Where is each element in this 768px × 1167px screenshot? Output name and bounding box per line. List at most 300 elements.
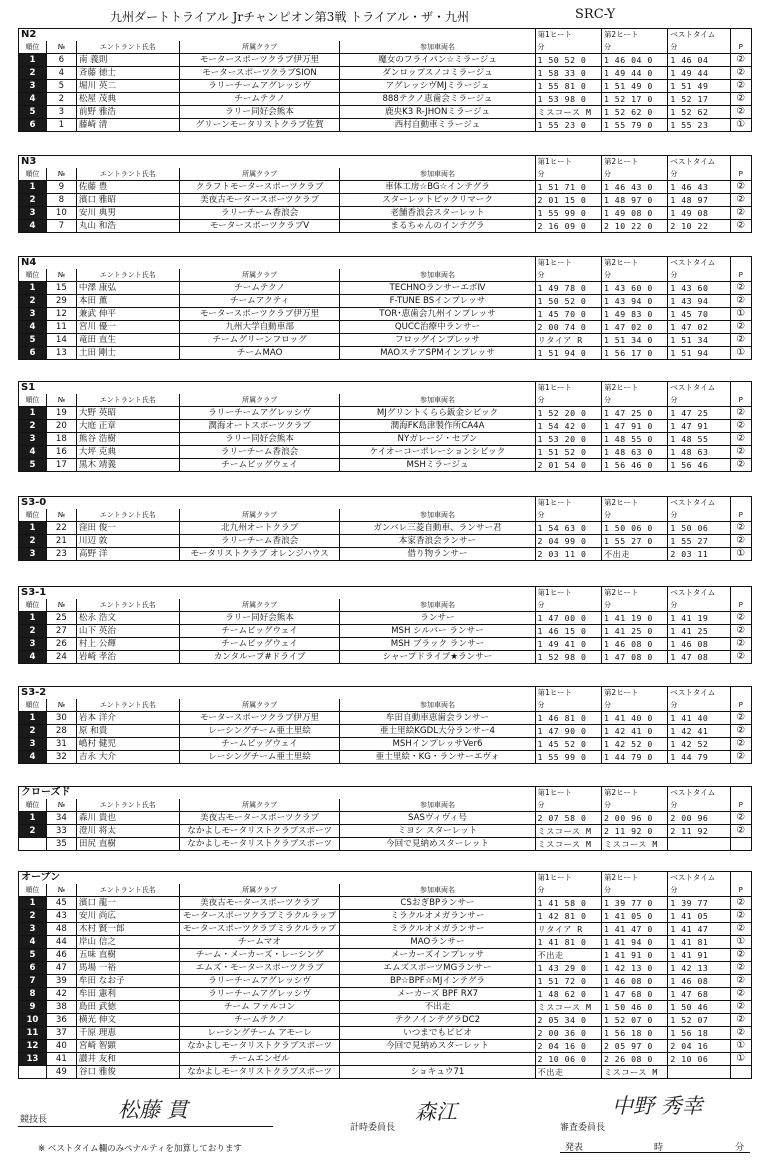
rank-cell: 5	[19, 949, 47, 962]
best-cell: 1 50 46	[668, 1001, 730, 1014]
mark-header	[730, 382, 751, 395]
heat1-cell: 1 51 72 0	[535, 975, 601, 988]
driver-header: エントラント氏名	[76, 599, 179, 612]
best-heat-mark: ①	[730, 1040, 752, 1053]
car-header: 参加車両名	[340, 509, 535, 522]
min-sec-header: 分	[535, 509, 601, 522]
class-block	[18, 256, 752, 360]
club-cell: 九州大学自動車部	[179, 321, 340, 334]
heat1-cell: 1 45 52 0	[535, 738, 601, 751]
heat2-cell: 1 47 91 0	[601, 420, 667, 433]
no-cell: 48	[46, 923, 76, 936]
best-heat-mark: ②	[730, 897, 752, 910]
car-cell: ミヨシ スターレット	[340, 825, 535, 838]
best-cell: 1 48 63	[668, 446, 730, 459]
p-header: P	[730, 269, 751, 282]
club-cell: レーシングチーム亜土里絵	[179, 751, 340, 764]
driver-cell: 宮崎 智顕	[76, 1040, 179, 1053]
best-cell: 1 41 40	[668, 712, 730, 725]
heat2-cell: 1 46 08 0	[601, 975, 667, 988]
heat1-cell: 1 46 15 0	[535, 625, 601, 638]
driver-cell: 川辺 敦	[76, 535, 179, 548]
best-heat-mark: ②	[730, 738, 752, 751]
best-cell: 1 46 08	[668, 638, 730, 651]
class-name: S3-2	[19, 687, 536, 700]
driver-header: エントラント氏名	[76, 269, 179, 282]
club-cell: チーム・メーカーズ・レーシング	[179, 949, 340, 962]
results-table	[18, 496, 752, 561]
club-header: 所属クラブ	[179, 269, 340, 282]
best-cell: 1 56 46	[668, 459, 730, 472]
driver-cell: 大野 英昭	[76, 407, 179, 420]
club-cell: なかよしモータリストクラブスポーツ	[179, 825, 340, 838]
best-cell	[668, 838, 730, 851]
class-name: S1	[19, 382, 536, 395]
rank-cell: 9	[19, 1001, 47, 1014]
no-cell: 1	[46, 119, 76, 132]
best-cell: 1 55 23	[668, 119, 730, 132]
src-code: SRC-Y	[575, 7, 616, 22]
min-sec-header: 分	[601, 269, 667, 282]
heat1-header: 第1ヒート	[535, 29, 601, 42]
rank-cell	[19, 838, 47, 851]
club-cell: チームテクノ	[179, 1014, 340, 1027]
page-title: 九州ダートトライアル Jrチャンピオン第3戦 トライアル・ザ・九州	[110, 10, 470, 24]
best-cell: 1 42 41	[668, 725, 730, 738]
heat2-header: 第2ヒート	[601, 257, 667, 270]
car-header: 参加車両名	[340, 41, 535, 54]
table-row	[19, 738, 752, 751]
best-heat-mark: ②	[730, 535, 752, 548]
p-header: P	[730, 599, 752, 612]
no-header: №	[46, 269, 76, 282]
heat2-cell: 1 41 25 0	[601, 625, 667, 638]
driver-cell: 千原 理恵	[76, 1027, 179, 1040]
best-cell: 1 43 94	[668, 295, 730, 308]
car-header: 参加車両名	[340, 599, 535, 612]
no-header: №	[46, 799, 76, 812]
car-cell: ケイオーコーポレーションシビック	[340, 446, 535, 459]
heat2-cell: 1 46 04 0	[601, 54, 667, 67]
p-header: P	[730, 799, 752, 812]
best-heat-mark: ②	[730, 194, 751, 207]
car-cell: 亜土里絵・KG・ランサーエヴォ	[340, 751, 535, 764]
best-cell: 1 47 25	[668, 407, 730, 420]
rank-cell: 4	[19, 321, 47, 334]
rank-cell: 2	[19, 625, 47, 638]
heat1-cell: 1 54 42 0	[535, 420, 601, 433]
club-cell: 美夜古モータースポーツクラブ	[179, 812, 340, 825]
heat2-cell: 1 44 79 0	[601, 751, 667, 764]
best-heat-mark: ②	[730, 93, 751, 106]
car-header: 参加車両名	[340, 699, 535, 712]
best-heat-mark: ②	[730, 282, 751, 295]
table-row	[19, 936, 752, 949]
car-cell: ミラクルオメガランサー	[340, 923, 535, 936]
rank-cell: 3	[19, 738, 47, 751]
best-heat-mark: ②	[730, 321, 751, 334]
no-cell: 16	[46, 446, 76, 459]
best-cell	[668, 1066, 730, 1079]
table-row	[19, 459, 752, 472]
car-cell: MAOランサー	[340, 936, 535, 949]
class-block	[18, 586, 752, 664]
rank-cell: 6	[19, 347, 47, 360]
club-cell: チーム ファルコン	[179, 1001, 340, 1014]
rank-cell: 2	[19, 535, 47, 548]
heat1-header: 第1ヒート	[535, 687, 601, 700]
driver-cell: 丸山 和浩	[76, 220, 179, 233]
heat2-cell: 1 47 02 0	[601, 321, 667, 334]
best-heat-mark: ②	[730, 725, 752, 738]
no-cell: 43	[46, 910, 76, 923]
class-block	[18, 155, 752, 233]
car-cell: 牟田自動車恵歯会ランサー	[340, 712, 535, 725]
heat2-cell: 1 47 08 0	[601, 651, 667, 664]
class-block	[18, 496, 752, 561]
driver-cell: 山下 英治	[76, 625, 179, 638]
no-cell: 26	[46, 638, 76, 651]
club-cell: チームMAO	[179, 347, 340, 360]
rank-cell: 13	[19, 1053, 47, 1066]
rank-cell: 3	[19, 207, 47, 220]
heat2-cell: 1 55 27 0	[601, 535, 667, 548]
car-cell: MAOステアSPMインプレッサ	[340, 347, 535, 360]
min-sec-header: 分	[668, 699, 730, 712]
car-cell: QUCC治療中ランサー	[340, 321, 535, 334]
best-cell: 1 41 47	[668, 923, 730, 936]
best-heat-mark: ②	[730, 975, 752, 988]
heat1-cell: 2 00 36 0	[535, 1027, 601, 1040]
heat1-cell: 1 51 71 0	[535, 181, 601, 194]
best-cell: 1 52 62	[668, 106, 730, 119]
club-cell: 潤海オートスポーツクラブ	[179, 420, 340, 433]
rank-cell: 4	[19, 93, 47, 106]
heat2-header: 第2ヒート	[601, 687, 667, 700]
best-cell: 1 47 68	[668, 988, 730, 1001]
best-heat-mark: ①	[730, 308, 751, 321]
best-cell: 2 00 96	[668, 812, 730, 825]
mark-header	[730, 787, 752, 800]
table-row	[19, 712, 752, 725]
no-cell: 4	[46, 67, 76, 80]
driver-cell: 大庭 正章	[76, 420, 179, 433]
table-row	[19, 612, 752, 625]
club-cell: ラリーチームアグレッシヴ	[179, 988, 340, 1001]
car-cell: 老舗香浪会スターレット	[340, 207, 535, 220]
class-name: N4	[19, 257, 536, 270]
heat2-cell: 1 41 47 0	[601, 923, 667, 936]
heat1-cell: 不出走	[535, 1066, 601, 1079]
best-heat-mark	[730, 1066, 752, 1079]
club-cell: エムズ・モータースポーツクラブ	[179, 962, 340, 975]
heat1-cell: 2 05 34 0	[535, 1014, 601, 1027]
no-cell: 29	[46, 295, 76, 308]
driver-cell: 森川 貴也	[76, 812, 179, 825]
club-cell: モータリストクラブ オレンジハウス	[179, 548, 340, 561]
judge-label: 競技長	[20, 1115, 48, 1125]
driver-cell: 牟田 憲利	[76, 988, 179, 1001]
heat1-cell: 1 58 33 0	[535, 67, 601, 80]
heat2-cell: 2 00 96 0	[601, 812, 667, 825]
heat1-cell: ミスコース M	[535, 1001, 601, 1014]
car-cell: MJグリントくらら鈑金シビック	[340, 407, 535, 420]
driver-cell: 土田 剛士	[76, 347, 179, 360]
rank-header: 順位	[19, 394, 47, 407]
best-heat-mark: ②	[730, 433, 751, 446]
car-cell: ショキュウ71	[340, 1066, 535, 1079]
club-cell: なかよしモータリストクラブスポーツ	[179, 1066, 340, 1079]
club-header: 所属クラブ	[179, 394, 340, 407]
table-row	[19, 1001, 752, 1014]
driver-cell: 村上 公輝	[76, 638, 179, 651]
no-cell: 27	[46, 625, 76, 638]
club-header: 所属クラブ	[179, 168, 340, 181]
table-row	[19, 975, 752, 988]
rank-cell: 8	[19, 988, 47, 1001]
car-cell: MSHインプレッサVer6	[340, 738, 535, 751]
rank-cell: 4	[19, 751, 47, 764]
heat2-header: 第2ヒート	[601, 587, 667, 600]
table-row	[19, 522, 752, 535]
best-header: ベストタイム	[668, 29, 730, 42]
review-signature: 中野 秀幸	[612, 1094, 703, 1118]
footer	[0, 1094, 768, 1167]
class-block	[18, 786, 752, 851]
club-cell: チームテクノ	[179, 282, 340, 295]
car-cell: 本家香浪会ランサー	[340, 535, 535, 548]
rank-cell: 1	[19, 897, 47, 910]
heat2-cell: 2 05 97 0	[601, 1040, 667, 1053]
car-cell: 今回で見納めスターレット	[340, 838, 535, 851]
best-cell: 1 41 91	[668, 949, 730, 962]
class-block	[18, 871, 752, 1079]
heat1-cell: 1 41 58 0	[535, 897, 601, 910]
driver-cell: 嶋村 健児	[76, 738, 179, 751]
heat1-cell: 1 50 52 0	[535, 54, 601, 67]
best-heat-mark: ②	[730, 207, 751, 220]
table-row	[19, 910, 752, 923]
rank-header: 順位	[19, 799, 47, 812]
heat2-cell: 1 42 41 0	[601, 725, 667, 738]
club-cell: レーシングチーム アモーレ	[179, 1027, 340, 1040]
club-cell: チームビッグウェイ	[179, 625, 340, 638]
best-heat-mark: ②	[730, 923, 752, 936]
no-cell: 21	[46, 535, 76, 548]
best-heat-mark: ②	[730, 295, 751, 308]
heat1-cell: 1 46 81 0	[535, 712, 601, 725]
heat1-cell: 1 49 78 0	[535, 282, 601, 295]
best-cell: 1 47 91	[668, 420, 730, 433]
driver-cell: 南 義則	[76, 54, 179, 67]
best-cell: 2 03 11	[668, 548, 730, 561]
table-row	[19, 106, 752, 119]
driver-cell: 吉永 大介	[76, 751, 179, 764]
heat2-cell: 1 39 77 0	[601, 897, 667, 910]
no-header: №	[46, 599, 76, 612]
heat2-header: 第2ヒート	[601, 787, 667, 800]
heat1-cell: 1 41 81 0	[535, 936, 601, 949]
table-row	[19, 67, 752, 80]
driver-cell: 宮川 優一	[76, 321, 179, 334]
heat2-cell: 1 47 25 0	[601, 407, 667, 420]
best-heat-mark: ②	[730, 625, 752, 638]
rank-cell: 3	[19, 548, 47, 561]
table-row	[19, 321, 752, 334]
no-header: №	[46, 509, 76, 522]
min-sec-header: 分	[535, 599, 601, 612]
car-cell: BP☆BPF☆MJインテグラ	[340, 975, 535, 988]
car-cell: ミラクルオメガランサー	[340, 910, 535, 923]
heat1-cell: 2 16 09 0	[535, 220, 601, 233]
best-heat-mark: ②	[730, 1027, 752, 1040]
best-cell: 1 51 34	[668, 334, 730, 347]
heat1-cell: ミスコース M	[535, 106, 601, 119]
heat2-cell: 1 52 62 0	[601, 106, 667, 119]
rank-header: 順位	[19, 884, 47, 897]
results-table	[18, 28, 752, 132]
rank-cell	[19, 1066, 47, 1079]
best-cell: 1 48 55	[668, 433, 730, 446]
no-cell: 49	[46, 1066, 76, 1079]
club-cell: チームアクティ	[179, 295, 340, 308]
no-cell: 17	[46, 459, 76, 472]
best-header: ベストタイム	[668, 587, 730, 600]
no-header: №	[46, 168, 76, 181]
mark-header	[730, 29, 751, 42]
car-cell: F-TUNE BSインプレッサ	[340, 295, 535, 308]
best-cell: 2 10 06	[668, 1053, 730, 1066]
best-cell: 1 39 77	[668, 897, 730, 910]
min-sec-header: 分	[668, 799, 730, 812]
driver-cell: 安川 尚広	[76, 910, 179, 923]
table-row	[19, 282, 752, 295]
heat2-cell: 1 48 55 0	[601, 433, 667, 446]
min-sec-header: 分	[668, 884, 730, 897]
heat2-cell: 1 41 40 0	[601, 712, 667, 725]
best-heat-mark: ②	[730, 54, 751, 67]
table-row	[19, 1040, 752, 1053]
heat2-cell: 1 56 18 0	[601, 1027, 667, 1040]
driver-header: エントラント氏名	[76, 168, 179, 181]
driver-cell: 岩本 洋介	[76, 712, 179, 725]
rank-cell: 5	[19, 334, 47, 347]
min-sec-header: 分	[668, 168, 730, 181]
results-table	[18, 871, 752, 1079]
rank-header: 順位	[19, 509, 47, 522]
table-row	[19, 825, 752, 838]
table-row	[19, 80, 752, 93]
no-cell: 13	[46, 347, 76, 360]
min-sec-header: 分	[535, 269, 601, 282]
no-cell: 2	[46, 93, 76, 106]
min-sec-header: 分	[668, 41, 730, 54]
car-cell: 不出走	[340, 1001, 535, 1014]
club-cell: ラリー同好会熊本	[179, 612, 340, 625]
rank-cell: 1	[19, 54, 47, 67]
rank-cell: 1	[19, 282, 47, 295]
driver-cell: 大坪 克典	[76, 446, 179, 459]
min-sec-header: 分	[601, 509, 667, 522]
club-header: 所属クラブ	[179, 41, 340, 54]
table-row	[19, 308, 752, 321]
heat2-cell: 1 49 83 0	[601, 308, 667, 321]
no-cell: 20	[46, 420, 76, 433]
driver-cell: 斉藤 徳士	[76, 67, 179, 80]
club-cell: チームマオ	[179, 936, 340, 949]
club-cell: チームエンゼル	[179, 1053, 340, 1066]
table-row	[19, 751, 752, 764]
best-cell: 1 48 97	[668, 194, 730, 207]
min-sec-header: 分	[535, 799, 601, 812]
heat1-cell: 1 47 00 0	[535, 612, 601, 625]
car-cell: MSH ブラック ランサー	[340, 638, 535, 651]
rank-cell: 4	[19, 651, 47, 664]
heat1-header: 第1ヒート	[535, 587, 601, 600]
heat2-cell: 1 50 46 0	[601, 1001, 667, 1014]
club-header: 所属クラブ	[179, 699, 340, 712]
driver-cell: 兼武 伸平	[76, 308, 179, 321]
results-table	[18, 256, 752, 360]
min-sec-header: 分	[601, 884, 667, 897]
heat1-cell: 2 00 74 0	[535, 321, 601, 334]
no-cell: 42	[46, 988, 76, 1001]
class-block	[18, 686, 752, 764]
driver-cell: 五味 直樹	[76, 949, 179, 962]
no-cell: 38	[46, 1001, 76, 1014]
heat1-cell: 2 01 54 0	[535, 459, 601, 472]
mark-header	[730, 257, 751, 270]
rank-cell: 1	[19, 712, 47, 725]
driver-cell: 馬場 一裕	[76, 962, 179, 975]
table-row	[19, 407, 752, 420]
rank-cell: 5	[19, 459, 47, 472]
driver-header: エントラント氏名	[76, 884, 179, 897]
table-row	[19, 220, 752, 233]
driver-cell: 竜田 直生	[76, 334, 179, 347]
table-row	[19, 812, 752, 825]
no-cell: 33	[46, 825, 76, 838]
rank-cell: 11	[19, 1027, 47, 1040]
no-header: №	[46, 884, 76, 897]
heat1-cell: 2 03 11 0	[535, 548, 601, 561]
best-heat-mark: ②	[730, 106, 751, 119]
best-header: ベストタイム	[668, 497, 730, 510]
heat1-cell: 1 51 94 0	[535, 347, 601, 360]
class-name: N2	[19, 29, 536, 42]
class-name: S3-0	[19, 497, 536, 510]
driver-cell: 熊谷 浩樹	[76, 433, 179, 446]
club-cell: 北九州オートクラブ	[179, 522, 340, 535]
table-row	[19, 93, 752, 106]
heat1-header: 第1ヒート	[535, 497, 601, 510]
table-row	[19, 347, 752, 360]
best-header: ベストタイム	[668, 787, 730, 800]
car-cell: 亜土里絵KGDL大分ランサー4	[340, 725, 535, 738]
car-cell: TOR･恵歯会九州インプレッサ	[340, 308, 535, 321]
car-cell: スターレットビックリマーク	[340, 194, 535, 207]
best-heat-mark	[730, 838, 752, 851]
driver-cell: 松屋 茂典	[76, 93, 179, 106]
car-cell: メーカーズ BPF RX7	[340, 988, 535, 1001]
table-row	[19, 625, 752, 638]
table-row	[19, 207, 752, 220]
heat1-cell: 1 53 98 0	[535, 93, 601, 106]
table-row	[19, 1053, 752, 1066]
no-cell: 47	[46, 962, 76, 975]
no-cell: 39	[46, 975, 76, 988]
min-sec-header: 分	[601, 41, 667, 54]
